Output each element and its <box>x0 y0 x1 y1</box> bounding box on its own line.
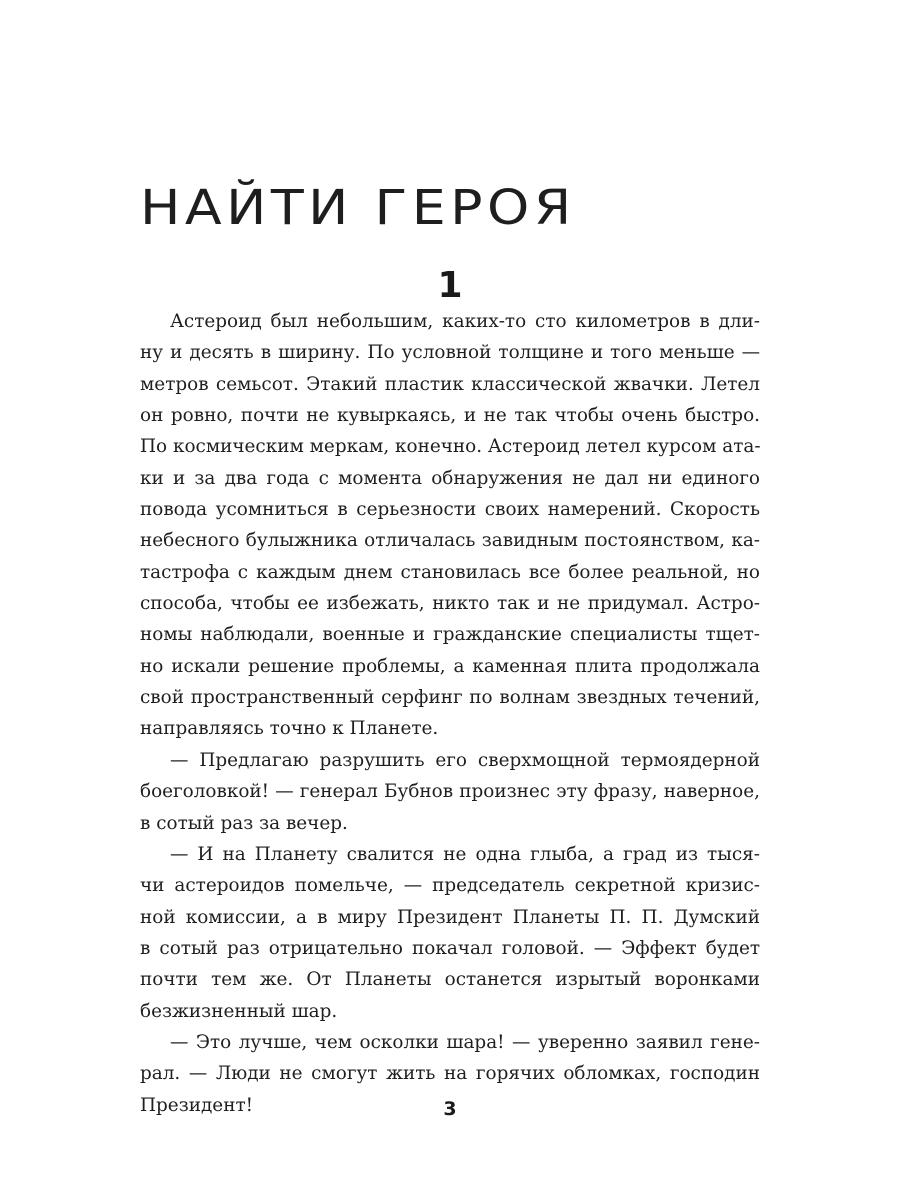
text-line: номы наблюдали, военные и гражданские специалисты тщет- <box>140 624 760 646</box>
text-line: чи астероидов помельче, — председатель секретной кризис- <box>140 875 760 897</box>
text-line: в сотый раз за вечер. <box>140 812 348 834</box>
section-number: 1 <box>437 265 463 306</box>
text-line: ной комиссии, а в миру Президент Планеты П. П. Думский <box>140 906 760 928</box>
text-line: Астероид был небольшим, каких-то сто километров в дли- <box>170 311 760 332</box>
text-line: По космическим меркам, конечно. Астероид летел курсом ата- <box>140 436 761 458</box>
text-line: — И на Планету свалится не одна глыба, а град из тыся- <box>170 843 760 865</box>
text-line: небесного булыжника отличалась завидным постоянством, ка- <box>140 530 760 552</box>
paragraph <box>140 745 760 839</box>
text-line: почти тем же. От Планеты останется изрытый воронками <box>140 969 760 991</box>
text-line: повода усомниться в серьезности своих намерений. Скорость <box>140 499 760 521</box>
text-line: метров семьсот. Этакий пластик классической жвачки. Летел <box>140 373 760 395</box>
text-line: боеголовкой! — генерал Бубнов произнес эту фразу, наверное, <box>140 781 760 803</box>
text-line: он ровно, почти не кувыркаясь, и не так чтобы очень быстро. <box>140 405 760 427</box>
text-line: в сотый раз отрицательно покачал головой. — Эффект будет <box>140 937 760 959</box>
body-text <box>140 306 760 1121</box>
text-line: свой пространственный серфинг по волнам звездных течений, <box>140 687 760 709</box>
paragraph <box>140 306 760 745</box>
text-line: тастрофа с каждым днем становилась все более реальной, но <box>140 561 760 583</box>
chapter-title: НАЙТИ ГЕРОЯ <box>140 180 576 236</box>
text-line: способа, чтобы ее избежать, никто так и не придумал. Астро- <box>140 593 760 615</box>
text-line: Президент! <box>140 1094 254 1116</box>
page-number: 3 <box>443 1098 457 1120</box>
text-line: — Предлагаю разрушить его сверхмощной термоядерной <box>170 749 760 771</box>
paragraph <box>140 839 760 1027</box>
text-line: но искали решение проблемы, а каменная плита продолжала <box>140 655 760 677</box>
text-line: направляясь точно к Планете. <box>140 718 439 740</box>
text-line: — Это лучше, чем осколки шара! — уверенно заявил гене- <box>170 1031 760 1053</box>
text-line: ки и за два года с момента обнаружения не дал ни единого <box>140 467 760 489</box>
text-line: рал. — Люди не смогут жить на горячих обломках, господин <box>140 1063 760 1085</box>
text-line: безжизненный шар. <box>140 1000 338 1022</box>
text-line: ну и десять в ширину. По условной толщине и того меньше — <box>140 342 760 364</box>
